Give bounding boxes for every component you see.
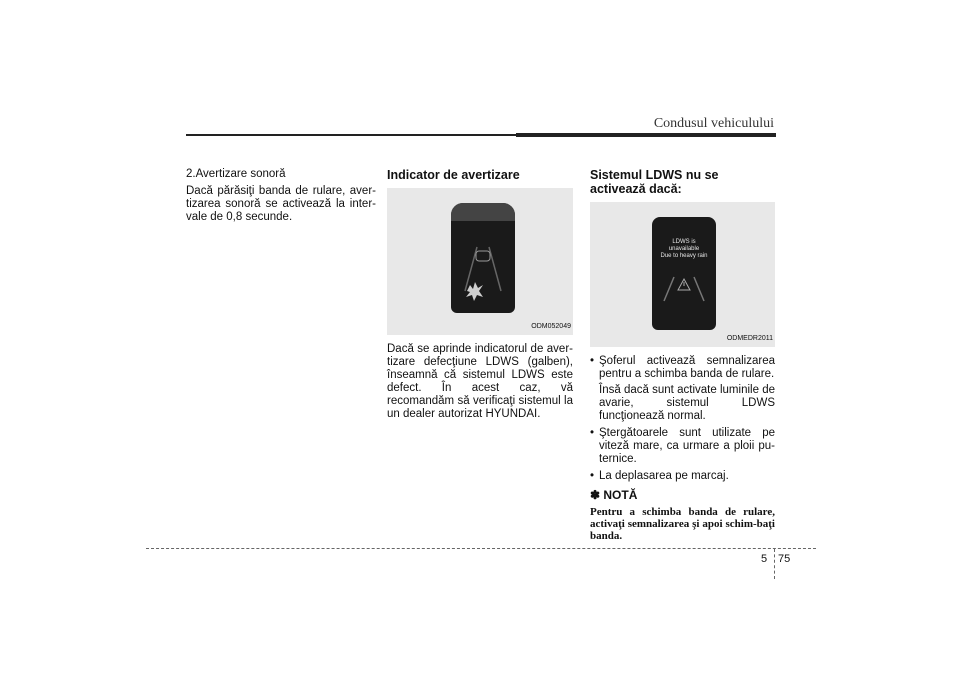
heading-ldws-not-active: Sistemul LDWS nu se activează dacă:: [590, 168, 719, 196]
note-text: Pentru a schimba banda de rulare, activaţi semnalizarea şi apoi schim-baţi banda.: [590, 506, 775, 542]
warning-triangle-icon: [652, 217, 716, 330]
figure-code: ODM052049: [531, 323, 571, 330]
instrument-cluster-image: [451, 203, 515, 313]
page-header-title: Condusul vehiculului: [653, 116, 774, 131]
footer-divider: [774, 549, 775, 579]
list-item: • Ştergătoarele sunt utilizate pe viteză mare, ca urmare a ploii pu-ternice.: [590, 427, 775, 466]
conditions-list: [590, 355, 775, 483]
heading-warning-indicator: Indicator de avertizare: [387, 168, 520, 182]
paragraph-audible-warning: Dacă părăsiţi banda de rulare, aver-tizarea sonoră se activează la inter-vale de 0,8 secunde.: [186, 185, 376, 223]
header-rule-accent: [516, 133, 776, 137]
item-title: 2.Avertizare sonoră: [186, 168, 286, 180]
footer-rule: [146, 548, 816, 549]
list-item: • Şoferul activează semnalizarea pentru a schimba banda de rulare. Însă dacă sunt activate luminile de avarie, sistemul LDWS funcţionează normal.: [590, 355, 775, 423]
paragraph-warning-indicator: Dacă se aprinde indicatorul de aver-tizare defecţiune LDWS (galben), înseamnă că sistemul LDWS este defect. În acest caz, vă recomandăm să verificaţi sistemul la un dealer autorizat HYUNDAI.: [387, 343, 573, 420]
column-right: [590, 168, 775, 542]
instrument-cluster-image: [652, 217, 716, 330]
column-middle: [387, 168, 573, 421]
note-title: ✽ NOTĂ: [590, 488, 638, 502]
list-item: • La deplasarea pe marcaj.: [590, 470, 775, 483]
lane-warning-illustration: [451, 203, 515, 313]
figure-ldws-unavailable: [590, 202, 775, 347]
page-number: 75: [778, 553, 791, 565]
chapter-number: 5: [761, 553, 768, 565]
cluster-display-message: LDWS is unavailable Due to heavy rain: [660, 239, 708, 259]
figure-warning-indicator: [387, 188, 573, 335]
column-left: [186, 168, 376, 224]
figure-code: ODMEDR2011: [726, 335, 773, 342]
